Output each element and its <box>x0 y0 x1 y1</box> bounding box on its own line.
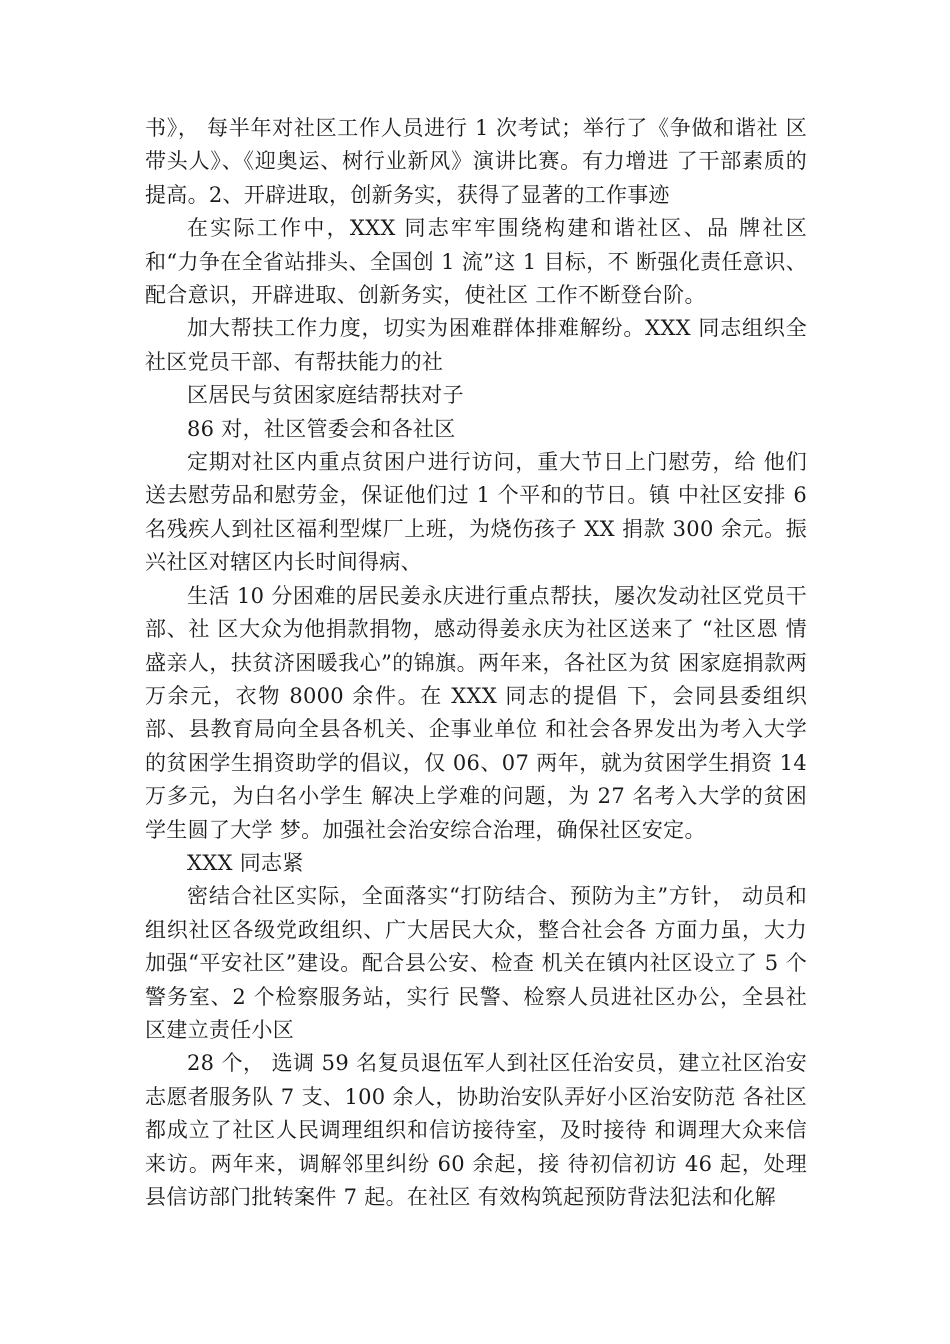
paragraph-7: 生活 10 分困难的居民姜永庆进行重点帮扶，屡次发动社区党员干部、社 区大众为他捐款捐物，感动得姜永庆为社区送来了 “社区恩 情盛亲人，扶贫济困暖我心”的锦旗。两年来，各社区为贫 困家庭捐款两万余元，衣物 8000 余件。在 XXX 同志的提倡 下，会同县委组织部、县教育局向全县各机关、企事业单位 和社会各界发出为考入大学的贫困学生捐资助学的倡议，仅 06、07 两年，就为贫困学生捐资 14 万多元，为白名小学生 解决上学难的问题，为 27 名考入大学的贫困学生圆了大学 梦。加强社会治安综合治理，确保社区安定。 <box>145 583 807 842</box>
paragraph-5: 86 对，社区管委会和各社区 <box>187 416 456 441</box>
paragraph-3: 加大帮扶工作力度，切实为困难群体排难解纷。XXX 同志组织全社区党员干部、有帮扶能力的社 <box>145 316 807 374</box>
paragraph-9: 密结合社区实际，全面落实“打防结合、预防为主”方针， 动员和组织社区各级党政组织、广大居民大众，整合社会各 方面力虽，大力加强“平安社区”建设。配合县公安、检查 机关在镇内社区设立了 5 个警务室、2 个检察服务站，实行 民警、检察人员进社区办公，全县社区建立责任小区 <box>145 884 807 1042</box>
paragraph-2: 在实际工作中，XXX 同志牢牢围绕构建和谐社区、品 牌社区和“力争在全省站排头、全国创 1 流”这 1 目标，不 断强化责任意识、配合意识，开辟进取、创新务实，使社区 工作不断登台阶。 <box>145 216 807 308</box>
paragraph-4: 区居民与贫困家庭结帮扶对子 <box>187 383 464 408</box>
paragraph-1: 书》， 每半年对社区工作人员进行 1 次考试；举行了《争做和谐社 区带头人》、《迎奥运、树行业新风》演讲比赛。有力增进 了干部素质的提高。2、开辟进取，创新务实，获得了显著的工作事迹 <box>145 116 807 207</box>
paragraph-8: XXX 同志紧 <box>187 850 304 875</box>
paragraph-6: 定期对社区内重点贫困户进行访问，重大节日上门慰劳，给 他们送去慰劳品和慰劳金，保证他们过 1 个平和的节日。镇 中社区安排 6 名残疾人到社区福利型煤厂上班，为烧伤孩子 XX 捐款 300 余元。振兴社区对辖区内长时间得病、 <box>145 450 807 575</box>
document-page <box>145 112 807 1214</box>
paragraph-10: 28 个， 选调 59 名复员退伍军人到社区任治安员，建立社区治安志愿者服务队 7 支、100 余人，协助治安队弄好小区治安防范 各社区都成立了社区人民调理组织和信访接待室，及时接待 和调理大众来信来访。两年来，调解邻里纠纷 60 余起，接 待初信初访 46 起，处理县信访部门批转案件 7 起。在社区 有效构筑起预防背法犯法和化解 <box>145 1051 807 1209</box>
